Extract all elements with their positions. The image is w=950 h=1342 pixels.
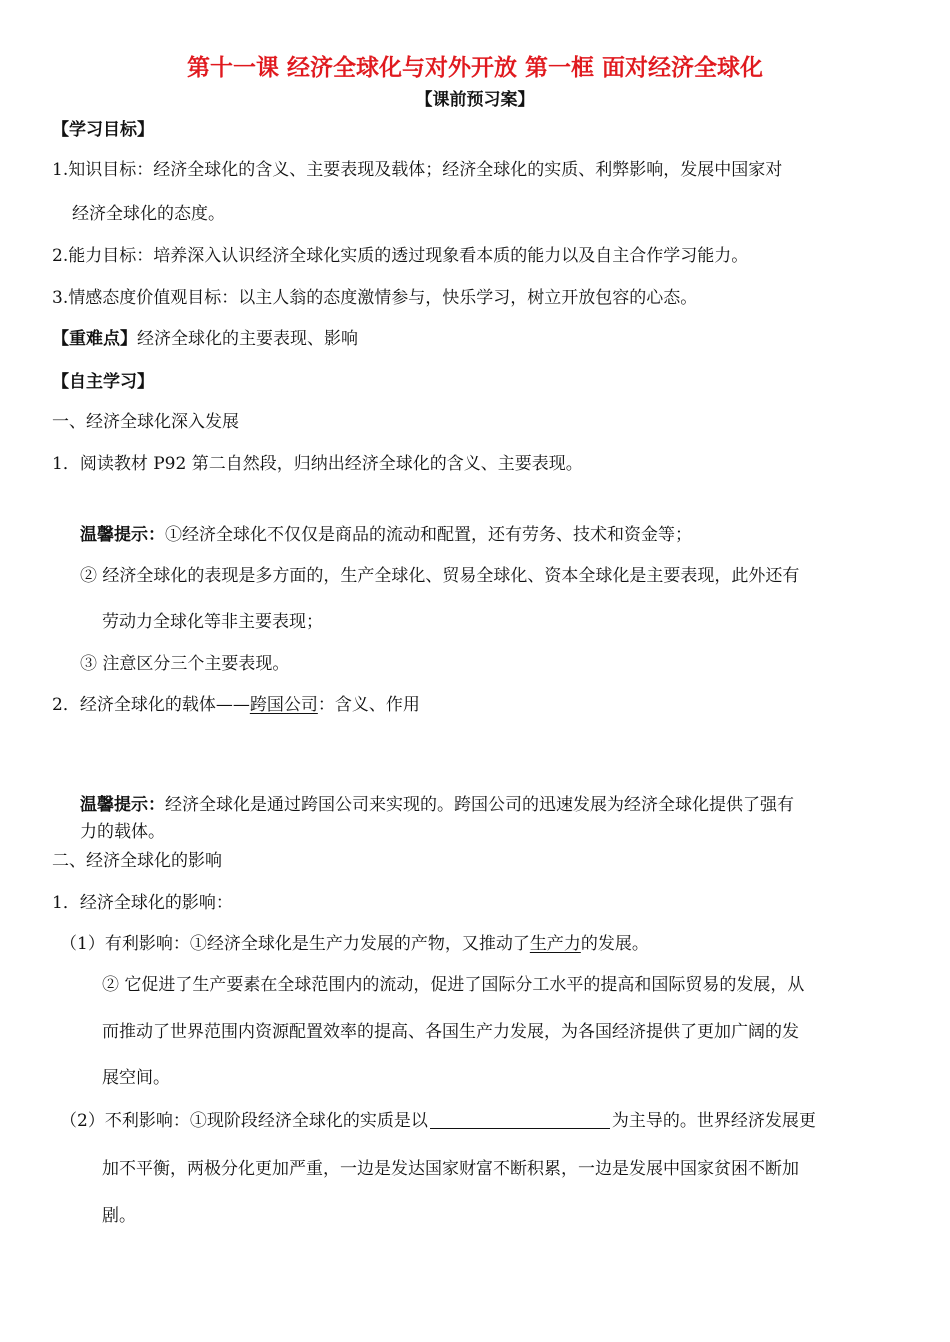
positive-impact-1: （1）有利影响：①经济全球化是生产力发展的产物，又推动了生产力的发展。 [60, 934, 649, 954]
tip-2-line-1: 温馨提示：经济全球化是通过跨国公司来实现的。跨国公司的迅速发展为经济全球化提供了强有 [80, 795, 794, 815]
fill-in-blank[interactable] [430, 1110, 610, 1129]
goal-knowledge: 1.知识目标：经济全球化的含义、主要表现及载体；经济全球化的实质、利弊影响，发展中国家对 [52, 160, 783, 180]
tip-2-line-2: 力的载体。 [80, 822, 165, 842]
underlined-term: 跨国公司 [249, 695, 318, 715]
goal-emotion: 3.情感态度价值观目标：以主人翁的态度激情参与，快乐学习，树立开放包容的心态。 [52, 288, 698, 308]
goals-heading: 【学习目标】 [52, 120, 154, 140]
section-1-heading: 一、经济全球化深入发展 [52, 412, 239, 432]
question-3: 1．经济全球化的影响： [52, 893, 233, 913]
goal-knowledge-cont: 经济全球化的态度。 [72, 204, 225, 224]
selfstudy-heading: 【自主学习】 [52, 372, 154, 392]
keypoints-text: 经济全球化的主要表现、影响 [137, 329, 358, 349]
negative-impact-1-end: 剧。 [102, 1206, 136, 1226]
goal-ability: 2.能力目标：培养深入认识经济全球化实质的透过现象看本质的能力以及自主合作学习能力。 [52, 246, 749, 266]
negative-impact-1-cont: 加不平衡，两极分化更加严重，一边是发达国家财富不断积累，一边是发展中国家贫困不断加 [102, 1159, 799, 1179]
page-title: 第十一课 经济全球化与对外开放 第一框 面对经济全球化 [186, 55, 764, 81]
negative-impact-1: （2）不利影响：①现阶段经济全球化的实质是以 为主导的。世界经济发展更 [60, 1111, 816, 1131]
question-1: 1．阅读教材 P92 第二自然段，归纳出经济全球化的含义、主要表现。 [52, 454, 583, 474]
keypoints-label: 【重难点】 [52, 329, 137, 349]
tip-1-line-1: 温馨提示：①经济全球化不仅仅是商品的流动和配置，还有劳务、技术和资金等； [80, 525, 692, 545]
underlined-term: 生产力 [529, 934, 581, 954]
section-2-heading: 二、经济全球化的影响 [52, 851, 222, 871]
positive-impact-2: ② 它促进了生产要素在全球范围内的流动，促进了国际分工水平的提高和国际贸易的发展，从 [102, 975, 805, 995]
tip-1-line-2: ② 经济全球化的表现是多方面的，生产全球化、贸易全球化、资本全球化是主要表现，此外还有 [80, 566, 800, 586]
tip-label: 温馨提示： [80, 795, 165, 815]
page-subtitle: 【课前预习案】 [415, 90, 535, 110]
tip-label: 温馨提示： [80, 525, 165, 545]
positive-impact-2-cont: 而推动了世界范围内资源配置效率的提高、各国生产力发展，为各国经济提供了更加广阔的发 [102, 1022, 799, 1042]
tip-1-line-2-cont: 劳动力全球化等非主要表现； [102, 612, 323, 632]
positive-impact-2-end: 展空间。 [102, 1068, 170, 1088]
keypoints [52, 327, 358, 351]
tip-1-line-3: ③ 注意区分三个主要表现。 [80, 654, 290, 674]
question-2: 2．经济全球化的载体——跨国公司：含义、作用 [52, 695, 420, 715]
